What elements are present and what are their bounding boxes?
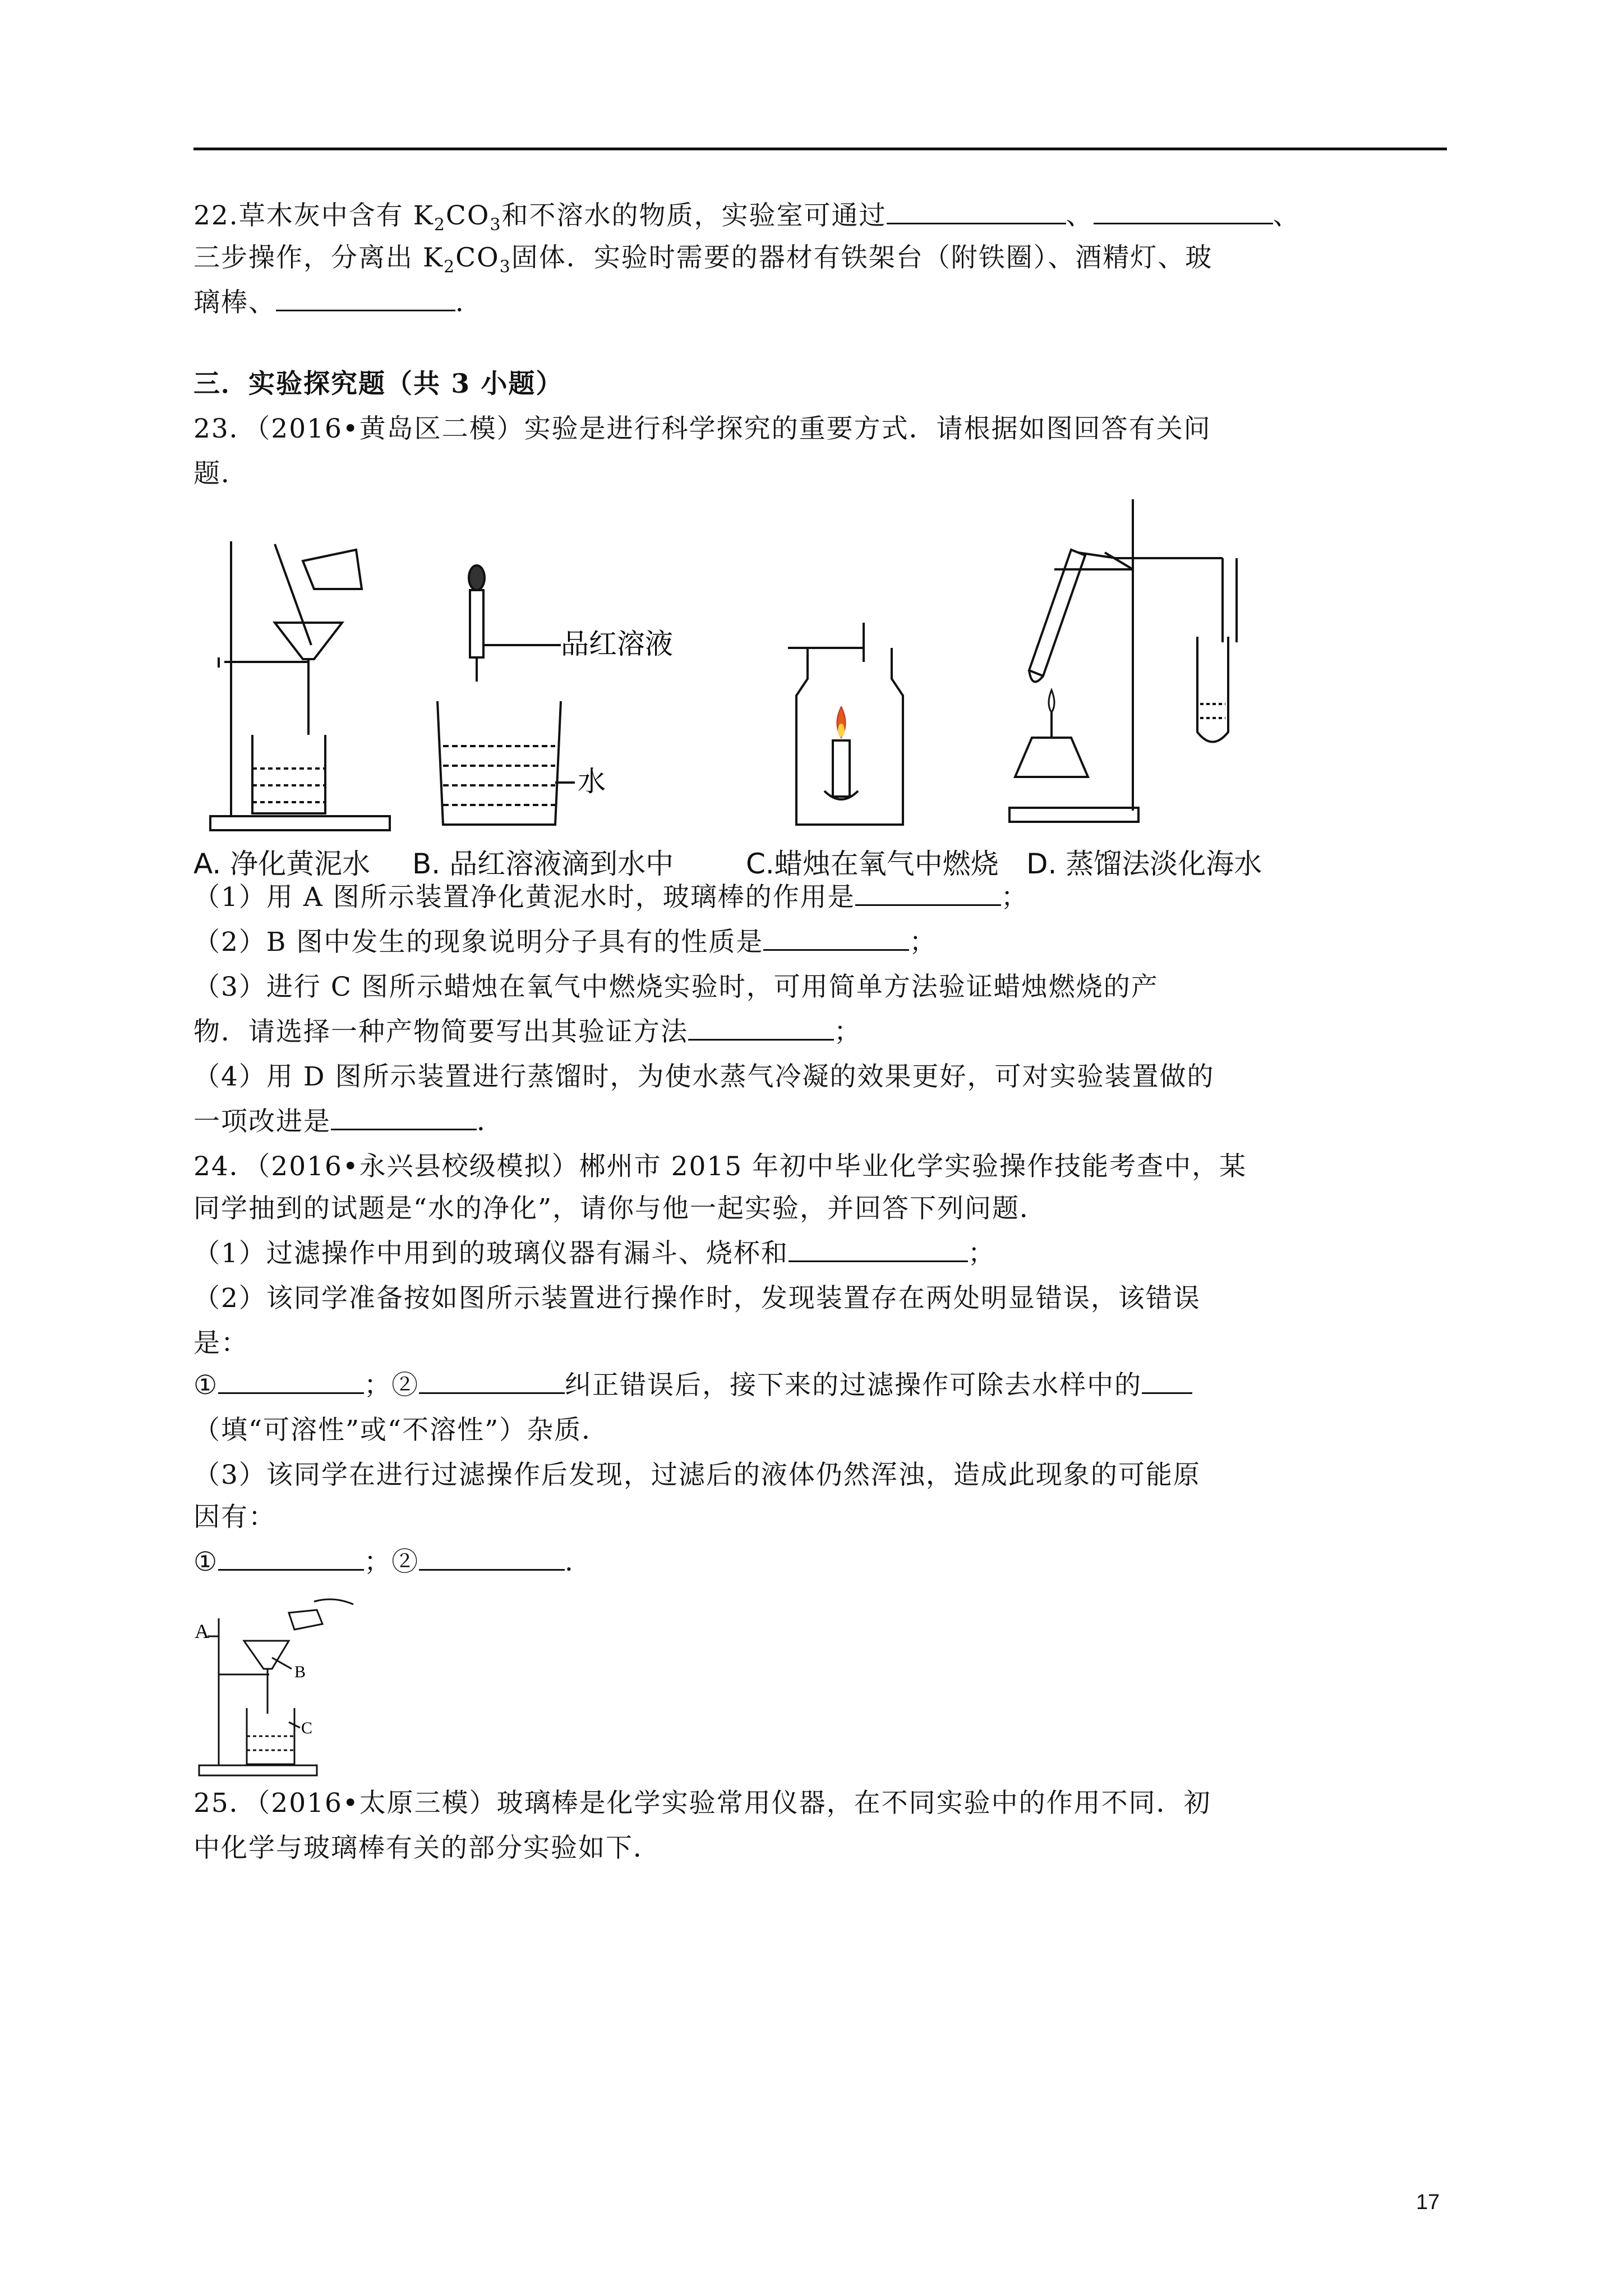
figure-q24-filtration — [193, 1585, 373, 1781]
caption-d: D. 蒸馏法淡化海水 — [1026, 848, 1262, 880]
answer-blank[interactable] — [763, 926, 909, 951]
q23-sub1: （1）用 A 图所示装置净化黄泥水时，玻璃棒的作用是 ； — [193, 882, 1029, 913]
q24-line1: 24．（2016•永兴县校级模拟）郴州市 2015 年初中毕业化学实验操作技能考查中，某 — [193, 1151, 1247, 1182]
section-title: 三．实验探究题（共 3 小题） — [193, 369, 564, 399]
q24-line2: 同学抽到的试题是“水的净化”，请你与他一起实验，并回答下列问题． — [193, 1193, 1048, 1224]
answer-blank[interactable] — [218, 1369, 364, 1394]
q23-sub4b: 一项改进是 ． — [193, 1106, 504, 1137]
q24-sub2a: （2）该同学准备按如图所示装置进行操作时，发现装置存在两处明显错误，该错误 — [193, 1283, 1201, 1314]
figure-a-filtration — [208, 527, 393, 833]
figure-c-candle-jar — [785, 623, 914, 830]
header-rule — [193, 148, 1447, 150]
q23-sub3a: （3）进行 C 图所示蜡烛在氧气中燃烧实验时，可用简单方法验证蜡烛燃烧的产 — [193, 972, 1159, 1002]
q24-sub2d: （填“可溶性”或“不溶性”）杂质． — [193, 1415, 610, 1446]
figure-d-distillation — [1004, 496, 1295, 825]
figure-b-dropper — [426, 561, 707, 830]
label-c: C — [301, 1719, 313, 1737]
answer-blank[interactable] — [887, 199, 1066, 224]
q23-line2: 题． — [193, 458, 248, 489]
answer-blank[interactable] — [331, 1105, 477, 1130]
q24-sub2c: ① ；② 纠正错误后，接下来的过滤操作可除去水样中的 — [193, 1369, 1192, 1402]
caption-a: A. 净化黄泥水 — [193, 848, 371, 880]
answer-blank[interactable] — [218, 1545, 364, 1571]
answer-blank[interactable] — [855, 881, 1001, 906]
answer-blank[interactable] — [1142, 1369, 1192, 1394]
q24-sub3b: 因有： — [193, 1502, 276, 1533]
q23-sub3b: 物．请选择一种产物简要写出其验证方法 ； — [193, 1016, 861, 1047]
q22-line1: 22.草木灰中含有 $K_2CO_3$和不溶水的物质，实验室可通过 、 、 — [193, 200, 1301, 235]
q24-sub1: （1）过滤操作中用到的玻璃仪器有漏斗、烧杯和 ； — [193, 1238, 995, 1269]
q22-line3: 璃棒、 ． — [193, 287, 483, 318]
label-a: A — [195, 1620, 209, 1642]
q22-line2: 三步操作，分离出 $K_2CO_3$固体．实验时需要的器材有铁架台（附铁圈）、酒精灯、玻 — [193, 242, 1213, 277]
label-b: B — [294, 1663, 306, 1681]
caption-c: C.蜡烛在氧气中燃烧 — [746, 848, 999, 880]
q24-sub3c: ① ；② ． — [193, 1547, 593, 1577]
q23-sub2: （2）B 图中发生的现象说明分子具有的性质是 ； — [193, 927, 937, 958]
answer-blank[interactable] — [789, 1237, 968, 1262]
answer-blank[interactable] — [419, 1545, 565, 1571]
q23-line1: 23．（2016•黄岛区二模）实验是进行科学探究的重要方式．请根据如图回答有关问 — [193, 413, 1211, 444]
answer-blank[interactable] — [276, 286, 455, 311]
q24-sub2b: 是： — [193, 1328, 248, 1359]
q23-sub4a: （4）用 D 图所示装置进行蒸馏时，为使水蒸气冷凝的效果更好，可对实验装置做的 — [193, 1061, 1215, 1092]
answer-blank[interactable] — [419, 1369, 565, 1394]
label-water: 水 — [578, 765, 606, 798]
label-pinhong: 品红溶液 — [561, 628, 673, 660]
answer-blank[interactable] — [688, 1015, 834, 1041]
q25-line2: 中化学与玻璃棒有关的部分实验如下． — [193, 1833, 661, 1864]
page-number: 17 — [1416, 2191, 1440, 2214]
caption-b: B. 品红溶液滴到水中 — [412, 848, 674, 880]
q25-line1: 25．（2016•太原三模）玻璃棒是化学实验常用仪器，在不同实验中的作用不同．初 — [193, 1788, 1211, 1819]
q24-sub3a: （3）该同学在进行过滤操作后发现，过滤后的液体仍然浑浊，造成此现象的可能原 — [193, 1460, 1201, 1490]
answer-blank[interactable] — [1094, 199, 1273, 224]
